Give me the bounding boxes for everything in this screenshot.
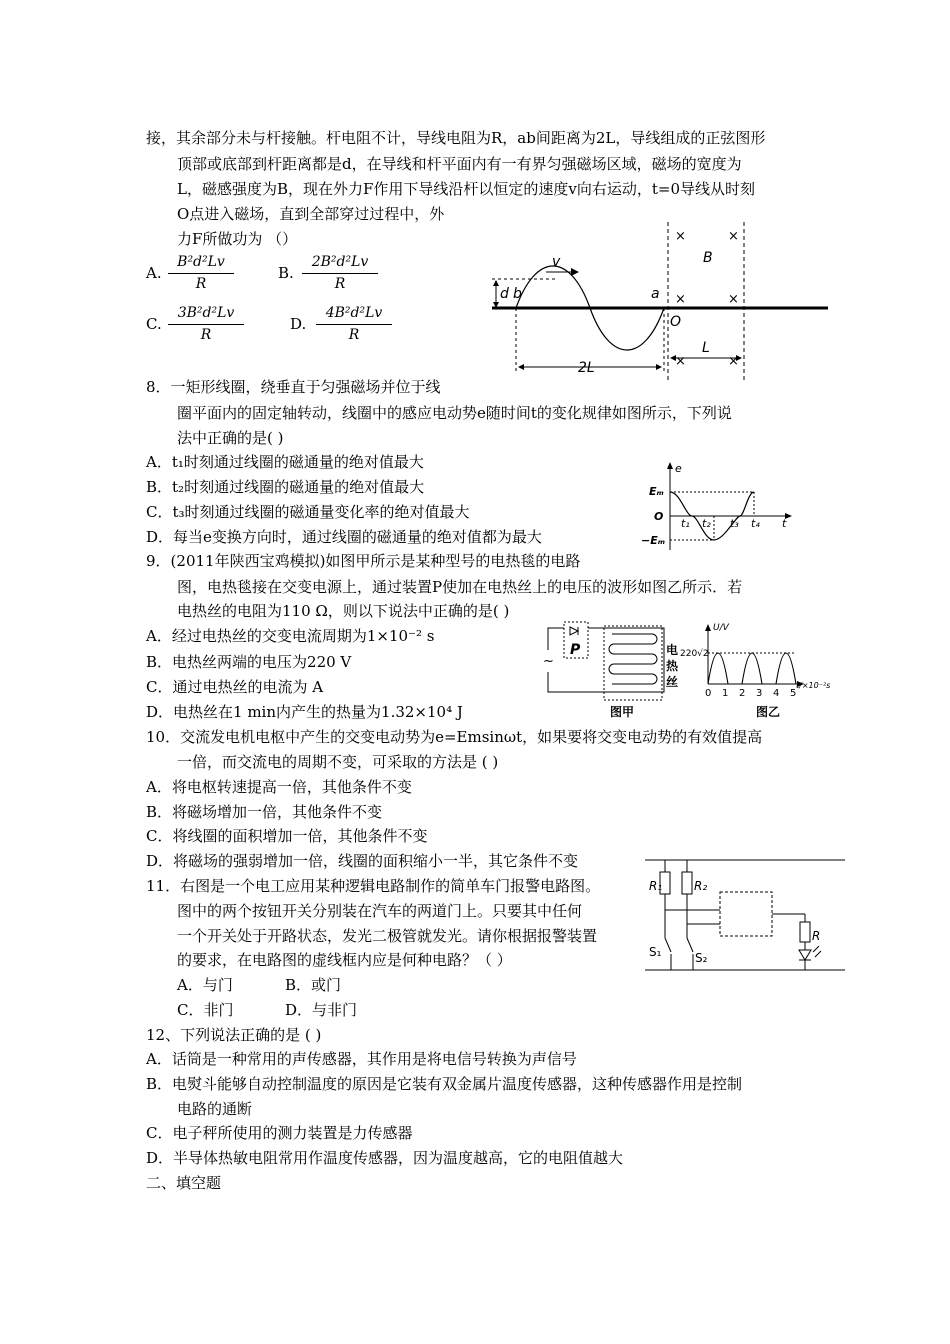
q8-label-em: Eₘ	[649, 485, 664, 498]
q11-option-d: D．与非门	[285, 1001, 358, 1019]
q9-axis-u: U/V	[713, 623, 729, 633]
q7-field-x-5: ×	[675, 354, 686, 369]
q7-field-x-2: ×	[728, 229, 739, 244]
q12-option-b-cont: 电路的通断	[177, 1100, 253, 1118]
q9-tick-3: 3	[756, 688, 763, 699]
q7-label-d: d	[500, 286, 509, 302]
q9-axis-t: t/×10⁻²s	[796, 681, 831, 690]
q10-option-c: C．将线圈的面积增加一倍，其他条件不变	[146, 827, 428, 845]
q8-label-t4: t₄	[751, 517, 760, 530]
q7-line-1: 接，其余部分未与杆接触。杆电阻不计，导线电阻为R，ab间距离为2L，导线组成的正弦图形	[146, 129, 766, 147]
q11-label-r1: R₁	[649, 879, 663, 893]
q12-line-1: 12、下列说法正确的是 ( )	[146, 1026, 322, 1044]
q7-option-b-label: B.	[278, 264, 294, 282]
q9-option-d: D．电热丝在1 min内产生的热量为1.32×10⁴ J	[146, 703, 463, 721]
q7-label-b: b	[513, 286, 522, 302]
q11-line-3: 一个开关处于开路状态，发光二极管就发光。请你根据报警装置	[177, 927, 598, 945]
q11-line-1: 11．右图是一个电工应用某种逻辑电路制作的简单车门报警电路图。	[146, 877, 601, 895]
q9-circuit-figure	[542, 620, 679, 720]
q7-option-d-fraction	[316, 305, 392, 344]
q11-label-r: R	[812, 929, 821, 943]
q7-option-d-numerator: 4B²d²Lv	[325, 305, 383, 321]
q7-option-b-fraction	[302, 254, 378, 293]
q9-wire-label-2: 热	[666, 659, 679, 673]
q7-label-o: O	[670, 314, 682, 330]
fraction-bar	[302, 273, 378, 274]
q7-field-x-6: ×	[728, 354, 739, 369]
q12-option-d: D．半导体热敏电阻常用作温度传感器，因为温度越高，它的电阻值越大	[146, 1149, 624, 1167]
q7-option-c-label: C.	[146, 315, 162, 333]
q7-field-x-1: ×	[675, 229, 686, 244]
q11-option-c: C．非门	[177, 1001, 234, 1019]
q9-line-2: 图，电热毯接在交变电源上，通过装置P使加在电热丝上的电压的波形如图乙所示．若	[177, 578, 743, 596]
q8-label-t: t	[782, 517, 787, 530]
q9-tick-5: 5	[790, 688, 797, 699]
q7-field-x-3: ×	[675, 292, 686, 307]
q12-option-a: A．话筒是一种常用的声传感器，其作用是将电信号转换为声信号	[146, 1050, 577, 1068]
q9-wire-label-1: 电	[666, 643, 679, 657]
q7-option-c-numerator: 3B²d²Lv	[177, 305, 235, 321]
fraction-bar	[168, 273, 234, 274]
q11-label-r2: R₂	[694, 879, 708, 893]
q7-label-a: a	[651, 286, 660, 302]
q12-option-c: C．电子秤所使用的测力装置是力传感器	[146, 1124, 413, 1142]
q7-label-b-field: B	[703, 250, 713, 266]
q7-figure	[488, 222, 833, 382]
q9-wire-label-3: 丝	[666, 675, 679, 689]
q7-option-c-fraction	[168, 305, 244, 344]
fraction-bar	[168, 324, 244, 325]
q9-device-p: P	[570, 642, 581, 658]
q7-option-c-denominator: R	[200, 327, 212, 343]
q8-label-t3: t₃	[730, 517, 739, 530]
q7-option-b-numerator: 2B²d²Lv	[311, 254, 369, 270]
section-heading-fill-blank: 二、填空题	[146, 1174, 222, 1192]
q8-option-b: B．t₂时刻通过线圈的磁通量的绝对值最大	[146, 478, 425, 496]
q8-option-d: D．每当e变换方向时，通过线圈的磁通量的绝对值都为最大	[146, 528, 542, 546]
q11-label-s2: S₂	[695, 951, 708, 965]
q7-option-d-denominator: R	[348, 327, 360, 343]
q9-caption-b: 图乙	[756, 705, 781, 719]
q9-option-c: C．通过电热丝的电流为 A	[146, 678, 324, 696]
q8-line-3: 法中正确的是( )	[177, 429, 284, 447]
q7-line-5: 力F所做功为 （）	[177, 230, 298, 248]
q9-caption-a: 图甲	[610, 705, 635, 719]
q7-option-a-numerator: B²d²Lv	[177, 254, 225, 270]
q7-option-d-label: D.	[290, 315, 307, 333]
q7-label-l: L	[702, 340, 710, 356]
q7-label-2l: 2L	[578, 360, 595, 376]
q7-label-v: v	[552, 254, 561, 270]
q7-option-a-fraction	[168, 254, 234, 293]
q8-label-e: e	[675, 462, 682, 475]
q10-line-2: 一倍，而交流电的周期不变，可采取的方法是 ( )	[177, 753, 499, 771]
q7-option-a-denominator: R	[195, 276, 207, 292]
q9-line-1: 9．(2011年陕西宝鸡模拟)如图甲所示是某种型号的电热毯的电路	[146, 552, 581, 570]
q7-line-4: O点进入磁场，直到全部穿过过程中，外	[177, 205, 445, 223]
q11-alarm-circuit	[645, 852, 850, 977]
q8-label-neg-em: −Eₘ	[641, 534, 666, 547]
q8-option-c: C．t₃时刻通过线圈的磁通量变化率的绝对值最大	[146, 503, 470, 521]
q10-option-d: D．将磁场的强弱增加一倍，线圈的面积缩小一半，其它条件不变	[146, 852, 579, 870]
q12-option-b: B．电熨斗能够自动控制温度的原因是它装有双金属片温度传感器，这种传感器作用是控制	[146, 1075, 743, 1093]
q11-line-2: 图中的两个按钮开关分别装在汽车的两道门上。只要其中任何	[177, 902, 583, 920]
q9-option-a: A．经过电热丝的交变电流周期为1×10⁻² s	[146, 627, 435, 645]
q9-tick-4: 4	[773, 688, 780, 699]
q7-line-3: L，磁感强度为B，现在外力F作用下导线沿杆以恒定的速度v向右运动，t=0导线从时刻	[177, 180, 756, 198]
q8-label-o: O	[654, 510, 664, 523]
q9-voltage-graph	[680, 620, 842, 720]
q11-option-b: B．或门	[285, 976, 342, 994]
q8-option-a: A．t₁时刻通过线圈的磁通量的绝对值最大	[146, 453, 424, 471]
q11-label-s1: S₁	[649, 945, 662, 959]
q11-line-4: 的要求，在电路图的虚线框内应是何种电路？（ ）	[177, 951, 512, 969]
fraction-bar	[316, 324, 392, 325]
q9-tick-1: 1	[722, 688, 729, 699]
q9-option-b: B．电热丝两端的电压为220 V	[146, 653, 352, 671]
q9-peak-label: 220√2	[680, 649, 709, 659]
q8-label-t2: t₂	[702, 517, 711, 530]
q7-line-2: 顶部或底部到杆距离都是d，在导线和杆平面内有一有界匀强磁场区域，磁场的宽度为	[177, 155, 742, 173]
q8-line-2: 圈平面内的固定轴转动，线圈中的感应电动势e随时间t的变化规律如图所示，下列说	[177, 404, 732, 422]
q7-field-x-4: ×	[728, 292, 739, 307]
q7-option-b-denominator: R	[334, 276, 346, 292]
q9-tick-2: 2	[739, 688, 746, 699]
q7-option-a-label: A.	[146, 264, 162, 282]
q10-option-a: A．将电枢转速提高一倍，其他条件不变	[146, 778, 412, 796]
q8-emf-graph	[640, 460, 798, 552]
q10-option-b: B．将磁场增加一倍，其他条件不变	[146, 803, 383, 821]
q8-line-1: 8．一矩形线圈，绕垂直于匀强磁场并位于线	[146, 378, 441, 396]
q9-ac-source-symbol: ~	[543, 654, 554, 669]
q11-option-a: A．与门	[177, 976, 233, 994]
q10-line-1: 10．交流发电机电枢中产生的交变电动势为e=Emsinωt，如果要将交变电动势的有效值提高	[146, 728, 763, 746]
q9-tick-0: 0	[705, 688, 712, 699]
q9-line-3: 电热丝的电阻为110 Ω，则以下说法中正确的是( )	[177, 602, 510, 620]
q8-label-t1: t₁	[681, 517, 690, 530]
